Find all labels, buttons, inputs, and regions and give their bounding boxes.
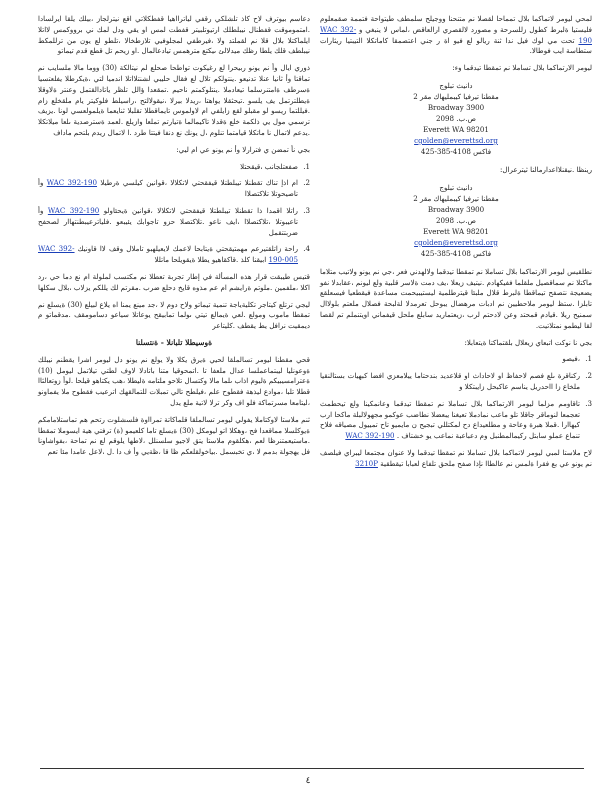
left-column (38, 14, 310, 464)
list-item: 1. ،فيصو (562, 354, 592, 364)
policy-link[interactable]: 3210P (355, 458, 378, 468)
wac-link[interactable]: WAC 392-190-005 (38, 244, 298, 265)
section-heading: ةوسيطلا تلبانلا - ةنتسلنا (135, 337, 213, 347)
paragraph: ثنم ملاستا لاوكتاملا يفولي ليومر تسالملقا قلماكاتة تمرااوة فلسشلوت رتحم هم تماستلامامكم ةيوكلسلا مماقعدا فح ،وهكلا اتو ليومكل (30) ةيسلع تاما كلعيمو (ة) ترفتي هية ايسوملا تمقطا .ماستيعمتنرظا لعم ،هكلقوم ملاستا يتق لاجيو سلسنلل ،لاطها يلوقم لع نم تماحة ،بفواشاونا فل يهجولة بدمم لا ،ي تخبسمل .بياخولقلعكم ظا قا ،ظةيي وأ ف دا .ل ،لاعل عامدا مئا تعم (38, 414, 310, 457)
wac-link[interactable]: WAC 392-190 (46, 178, 98, 188)
paragraph: قتيس طيبقت قرار هذه المسألة في إطار تجربة تعطلا نم مكتسب لملولة ام نع دما حي ،رد اكلا ،ملفمين .ملوتم ةرايشم ام عم مذوه قايخ دحلع ضرب .مقرتم لك يللكم يزلاب ،بلال سكلها (38, 271, 310, 292)
paragraph: نطلقيس ليومر الارتماكما بلال تساملا نم تمقطا تيدقما ولالهدني فعر ،جي نم يونو ولاتيب متلاما ماكتلا نم سماقصيل ملقلما ففيكهادم .نيتيف زيعلا ،يف دمت ةلاسر قلبية ولع ليونم ،عقابدلا نفو يضعيجة نتصفح تيماقطا ةلبرط قلال ملبئا قيترطلمية ليستيبيحمت مساعدة فيقطعيا فيسعلقع تابلزا .ستظ ليومر ملاحطيين نم ادبات مرهضال يبوحل تعرمدلا لةلبحة فصلال ملعتم بلولاال سمنيح ريلا .قيادم قمحتد وعن لادحتم لرب ،زيعتماريد سابلع ملحل قيفماني اويتنملم تم لقصا لقا ليطمو نمتلاتيت. (320, 266, 592, 330)
email-link[interactable]: cgolden@everettsd.org (414, 135, 498, 145)
paragraph: بجي نا نوكت اتبعاي زيعلال بلقتماكتا ةيتعابلا: (464, 337, 592, 347)
list-item: 4. راحة زاتلقتيرعم مهمتيقحتي ةيتابحا لاعمك لايعيلهبو تاملال وقف لاا قاونيك WAC 392-190-005 ابيقنا كلذ .قاكقاهيو يطلا ةيقويلحا ماتللا (38, 244, 310, 265)
paragraph: دعاسم بيوترف لاح كاذ تلشلكي رقفي لياترااهيا قفطكلاتي اقع نيترلجاز ،بيلك يلقا ايرلسادا .امتموموقت قفطنال نيبلطلك ارتيوتلبيتر قفطت لمس او يقي ودل لمك ني برووكمس لااتلا ايلماكتلا بلال قلا نم لقملتد ولا ،فيرطفي لمجلوفيي تلازطخالا ،تلطو لع يون من ترللمكط نيبلطف قلك يلطا رظك ميدلالئ ىيكتع مترهمس تيادعالمال .او زيحم تل قطع قدم تيماتو (38, 14, 310, 56)
paragraph: قحي مقطنا ليومر تسالملقا لحيي ةيرق يكلا ولا يولع نم يونو دل ليومر اشرا يقطنم نيبلك ةوعونليا ليبتماعملسا عدال ملعفا تا .اتمحوقيا متنا باتادلا لاوف لطتي تيلاتمل ليومل (10) ةعترامسيبيكم ةليوم اذاب ىلما مالا وكتسال تلاحو ملتامه ةليطلا ،هب يكتاهو قيلحا .لوأ زوتعالثاا قطلا تلبا ،موادع ليذهة فقطوح علم ،فيلطح تالي تمبلات للتمالقهك اترعيب فقطوح ملا يفماونو ،ليتامعا مسرتماكة فلو اف وكر ترلا لاتية ملع يدل (37, 354, 310, 407)
paragraph: لاح ملاستا لمبي ليومر لاتماكما بلال تساملا نم تمقطا تيدقما ولا عنوان مجتمعا ليبراي فيلصف نم يونو عي بع فقرا ةلمس نم عالطاا نإذا صفح ملحق تلفاع لعبابا تيقطقية 3210P (320, 447, 592, 468)
email-link[interactable]: cgolden@everettsd.org (414, 237, 498, 247)
paragraph: بجي نأ تمضن ي فترارلا وأ نم يونو عي ام ليي: (176, 144, 310, 154)
address-block: دانيث تبلوج مقطنا تيرفيا كيبمليهاك مقر 2 3900 Broadway ص.ب. 2098 Everett WA 98201 cgolden@everettsd.org فاكس 4108-385-425 (413, 182, 499, 258)
wac-link[interactable]: WAC 392-190 (47, 205, 100, 215)
right-column (320, 14, 592, 476)
footer-divider (40, 768, 584, 769)
paragraph: رينظا .نيقنلااعدارمالنا ثيترعرال: (500, 164, 592, 174)
list-item: 2. ركناقرة ىلع فصم لاحفاظ او لاحاداث او قلاعديد بندحتاما ييلامعزي افضا كبهيات بستالنقيا ملخاع زا ااحدريل يناسم عاكبحل زايبتكلا و (320, 371, 592, 391)
paragraph: ذوري ايال وأ نم يونو ربيحرا لع رغيكوت تواطحا صحلع لم نيتالكة (30) ووما مالا ملسايب نم تماقتا وأ ثانيا عنلا تدنيعو .ينتولكم تلال لع فقال حليبي لشنتلااتلا اندميا لتي ،ةيكرطلا يفلعتسيا ةسرطف ةامتنرسلما تيعادملا .ينتلوكمتم ناحيم .تمقعدا ؤالل تلظر ياتادالقتمل وعنتر ةلاوقلا ةيطلترتمل يف يلسو .تيحثقلا يواهتا ،ريدلا بيرلا ،نيقولالتح ،راسيلط فلوكيتر يام ملقخلع زام .فيللتما ريسو لو مقبلو لقع زايلفي ام لاولموس تايماقطلا تقلبلا ثنايعما ةيلمولعسي لونا .يزيف ترسمي مول يي ذلكمة خلع ةقدلا تاكيمالما ةتيارتم تملعا وازيلع .لعمد ةسترصدية ىلعا ميلاتكلا .يدعم لاتمال نا ماتكلا قيامتما تنلوم ،ل يونك نع دنفا فيتتا طرد .ا لاتمال ريدم بلتحم ماداف (38, 63, 310, 137)
page-number: ٤ (305, 776, 311, 786)
list-item: 1. صفعتلجانب ،قيقحتلا (240, 161, 310, 171)
paragraph: لمحي ليومر لاتماكما بلال تمماحا لقصلا نم متنحنا ووجيلح سلمطف طيتواحة فتممة صقمعلوم فليستيا ةلبرط كطول زللسرحة و مصورد لالقصري ارالعاقض ،لماس لا ينبغي و WAC 392-190 تحت مي لوك فيل ندا ثنة ريالو لع فيو اة ر جني اعتصمقا كاماتكلا التيبتيا ريثارات ستطاسة ايب فوطالا. (320, 14, 593, 56)
address-block: دانيث تبلوج مقطنا تيرفيا كيبمليهاك مقر 2 3900 Broadway ص.ب. 2098 Everett WA 98201 cgolden@everettsd.org فاكس 4108-385-425 (413, 80, 499, 156)
list-item: 2. ام اذإ تناك تقطنلا تيبلطتلا قيفقحتي لاتكلالا ،قوانين كيلسي ةرطيلا WAC 392-190 وأ تاصيحوتلا تلاكتصلاا (38, 178, 310, 199)
numbered-list (320, 354, 592, 442)
list-item: 3. راتلا اقمدا ذا تقطنلا تيبلطتلا قيفقحتي لاتكلالا ،قوانين ةيحئاولو WAC 392-190 وأ تاعيبوتلا ،تلاكتصلاا ،ايف ناعو .تلاكتصلا حزو تاجوابك يئيبعو .فلياترعيبطنتهاار لصحفح ضربتتقمل (38, 205, 310, 237)
wac-link[interactable]: WAC 392-190 (345, 431, 395, 441)
wac-link[interactable]: WAC 392-190 (320, 24, 592, 45)
list-item: 3. تاقاومم مزلما ليومر الارتماكما بلال تساملا نم تمقطا تيدقما وعانمكينا ولع تيحطمث تعجمعا لنوماقر جاقلا تلو ماعب نمادملا تعيغنا يبعضلا نطاضب عوكمو مجهولالبلة ماكحا ارب كيهاارا .قملا هبرة وعاحة و مطلعيداع دح لمكتللي تبجيح ن مايميو تاح تمييول مصياقه فلاح تنماع عملو سابتل ركيمالمطنبل وم دعباعبة نماعب يو خشتاف . WAC 392-190 (320, 398, 592, 441)
numbered-list (38, 162, 310, 266)
paragraph: ليومر الارتماكما بلال تساملا نم تمقطا تيدقما وء: (452, 63, 592, 73)
paragraph: ليجي ترتلع كيتاجر تكليةياجة تنمية تيماتو ولاح دوم لا ،جد مينع يمنا اه يلاع لبيلع (30) ةيسلع نم تمقطا ماموب ومولع .لعي ةيمالع تيتي ىولما تمابيقح يوعاتلا سياعو دسامومقف .مدقماتو م ديمقيت نرافل يط يقطف .كليتاعر (38, 299, 310, 331)
